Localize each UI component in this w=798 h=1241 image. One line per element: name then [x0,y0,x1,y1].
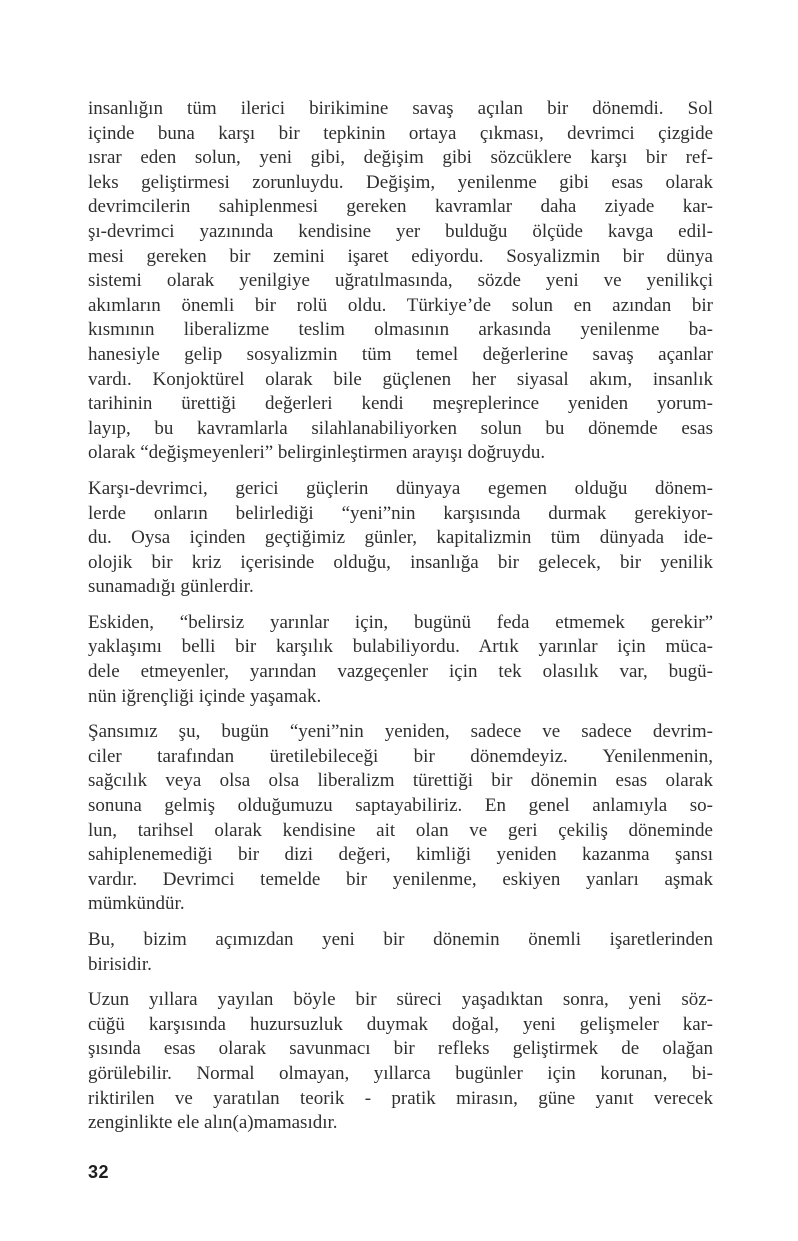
paragraph [88,988,713,1136]
text-line: yaklaşımı belli bir karşılık bulabiliyordu. Artık yarınlar için müca- [88,636,713,658]
text-line: mesi gereken bir zemini işaret ediyordu. Sosyalizmin bir dünya [88,245,713,267]
text-line: vardır. Devrimci temelde bir yenilenme, eskiyen yanları aşmak [88,868,713,890]
text-line: Eskiden, “belirsiz yarınlar için, bugünü feda etmemek gerekir” [88,611,713,633]
text-line: Karşı-devrimci, gerici güçlerin dünyaya egemen olduğu dönem- [88,477,713,499]
text-line: dele etmeyenler, yarından vazgeçenler için tek olasılık var, bugü- [88,661,713,683]
page-number: 32 [88,1162,110,1182]
text-line: içinde buna karşı bir tepkinin ortaya çıkması, devrimci çizgide [88,122,713,144]
text-line: layıp, bu kavramlarla silahlanabiliyorken solun bu dönemde esas [88,417,713,439]
text-line: du. Oysa içinden geçtiğimiz günler, kapitalizmin tüm dünyada ide- [88,527,713,549]
text-line: Şansımız şu, bugün “yeni”nin yeniden, sadece ve sadece devrim- [88,721,713,743]
text-line: olarak “değişmeyenleri” belirginleştirmen arayışı doğruydu. [88,442,546,464]
text-line: şısında esas olarak savunmacı bir refleks geliştirmek de olağan [88,1038,713,1060]
text-line: Uzun yıllara yayılan böyle bir süreci yaşadıktan sonra, yeni söz- [88,989,713,1011]
text-line: akımların önemli bir rolü oldu. Türkiye’de solun en azından bir [88,294,713,316]
text-line: görülebilir. Normal olmayan, yıllarca bugünler için korunan, bi- [88,1062,713,1084]
text-line: insanlığın tüm ilerici birikimine savaş açılan bir dönemdi. Sol [88,98,713,119]
text-line: lun, tarihsel olarak kendisine ait olan ve geri çekiliş döneminde [88,819,713,841]
text-line: devrimcilerin sahiplenmesi gereken kavramlar daha ziyade kar- [88,196,713,218]
text-block [88,97,713,1136]
text-line: mümkündür. [88,893,185,915]
paragraph [88,928,713,977]
text-line: ciler tarafından üretilebileceği bir dönemdeyiz. Yenilenmenin, [88,745,713,767]
paragraph [88,97,713,466]
text-line: kısmının liberalizme teslim olmasının arkasında yenilenme ba- [88,319,713,341]
text-line: tarihinin ürettiği değerleri kendi meşreplerince yeniden yorum- [88,393,713,415]
paragraph [88,611,713,709]
text-line: leks geliştirmesi zorunluydu. Değişim, yenilenme gibi esas olarak [88,171,713,193]
text-line: nün iğrençliği içinde yaşamak. [88,685,322,707]
paragraph [88,720,713,917]
text-line: sağcılık veya olsa olsa liberalizm türettiği bir dönemin esas olarak [88,770,713,792]
text-line: olojik bir kriz içerisinde olduğu, insanlığa bir gelecek, bir yenilik [88,551,713,573]
text-line: ısrar eden solun, yeni gibi, değişim gibi sözcüklere karşı bir ref- [88,147,713,169]
text-line: sunamadığı günlerdir. [88,576,254,598]
text-line: riktirilen ve yaratılan teorik - pratik mirasın, güne yanıt verecek [88,1087,713,1109]
text-line: sahiplenemediği bir dizi değeri, kimliği yeniden kazanma şansı [88,844,713,866]
text-line: Bu, bizim açımızdan yeni bir dönemin önemli işaretlerinden [88,929,713,950]
text-line: lerde onların belirlediği “yeni”nin karşısında durmak gerekiyor- [88,502,713,524]
text-line: cüğü karşısında huzursuzluk duymak doğal, yeni gelişmeler kar- [88,1013,713,1035]
paragraph [88,477,713,600]
text-line: zenginlikte ele alın(a)mamasıdır. [88,1112,338,1134]
text-line: vardı. Konjoktürel olarak bile güçlenen her siyasal akım, insanlık [88,368,713,390]
text-line: sonuna gelmiş olduğumuzu saptayabiliriz. En genel anlamıyla so- [88,795,713,817]
text-line: birisidir. [88,953,152,975]
text-line: şı-devrimci yazınında kendisine yer bulduğu ölçüde kavga edil- [88,220,713,242]
text-line: sistemi olarak yenilgiye uğratılmasında, sözde yeni ve yenilikçi [88,270,713,292]
text-line: hanesiyle gelip sosyalizmin tüm temel değerlerine savaş açanlar [88,343,713,365]
